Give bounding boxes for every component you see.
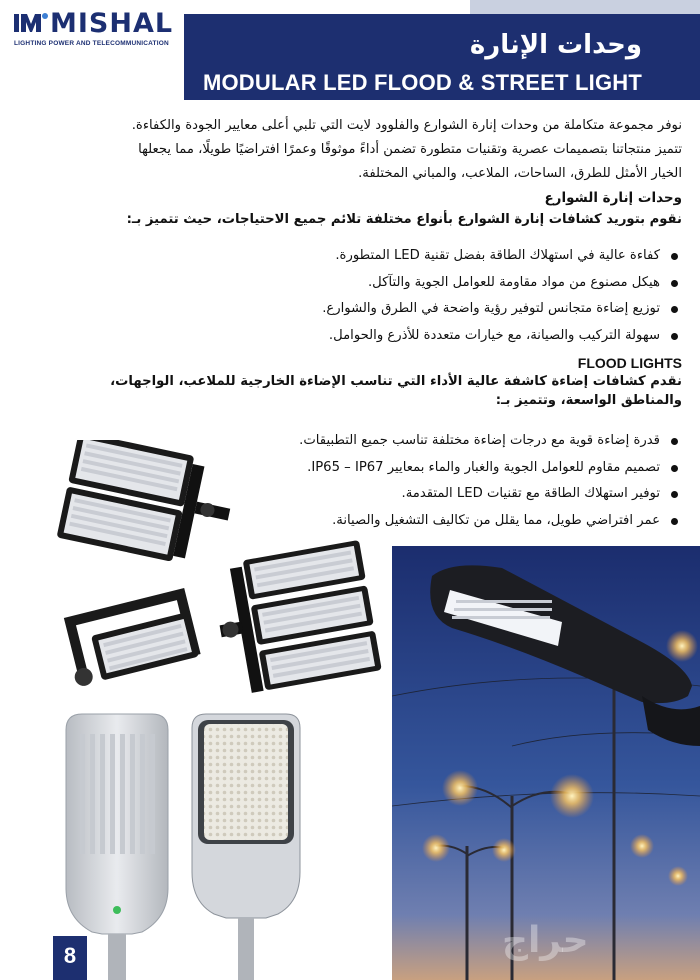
intro-line: تتميز منتجاتنا بتصميمات عصرية وتقنيات متطورة تضمن أداءً موثوقًا وعمرًا افتراضيًا طويلًا، مما يجعلها [138, 142, 682, 157]
flood-section-intro [110, 372, 682, 410]
logo-mark-icon [14, 10, 48, 36]
flood-features-list [299, 428, 682, 534]
list-item: تصميم مقاوم للعوامل الجوية والغبار والماء بمعايير IP65 – IP67. [299, 455, 682, 482]
list-item: كفاءة عالية في استهلاك الطاقة بفضل تقنية LED المتطورة. [322, 243, 682, 270]
brand-name: MISHAL [50, 8, 174, 39]
double-flood-light-image [50, 440, 240, 580]
page-number: 8 [53, 936, 87, 980]
intro-line: نوفر مجموعة متكاملة من وحدات إنارة الشوارع والفلوود لايت التي تلبي أعلى معايير الجودة والكفاءة. [131, 118, 682, 133]
list-item: توزيع إضاءة متجانس لتوفير رؤية واضحة في الطرق والشوارع. [322, 296, 682, 323]
single-flood-light-image [52, 580, 212, 690]
flood-intro-line: والمناطق الواسعة، وتتميز بـ: [495, 393, 682, 408]
page-title-english: MODULAR LED FLOOD & STREET LIGHT [202, 70, 642, 95]
list-item: قدرة إضاءة قوية مع درجات إضاءة مختلفة تناسب جميع التطبيقات. [299, 428, 682, 455]
list-item: هيكل مصنوع من مواد مقاومة للعوامل الجوية والتآكل. [322, 270, 682, 297]
brand-tagline: LIGHTING POWER AND TELECOMMUNICATION [14, 40, 169, 47]
list-item: توفير استهلاك الطاقة مع تقنيات LED المتقدمة. [299, 481, 682, 508]
list-item: سهولة التركيب والصيانة، مع خيارات متعددة للأذرع والحوامل. [322, 323, 682, 350]
header-accent-strip [470, 0, 700, 14]
intro-paragraph [22, 114, 682, 186]
street-features-list [322, 243, 682, 349]
page-title-arabic: وحدات الإنارة [469, 30, 642, 60]
flood-intro-line: نقدم كشافات إضاءة كاشفة عالية الأداء التي تناسب الإضاءة الخارجية للملاعب، الواجهات، [110, 374, 682, 389]
street-section-subtitle: نقوم بتوريد كشافات إنارة الشوارع بأنواع مختلفة تلائم جميع الاحتياجات، حيث تتميز بـ: [126, 212, 682, 227]
street-light-front-image [186, 712, 306, 980]
watermark-logo: حراج [502, 920, 589, 961]
list-item: عمر افتراضي طويل، مما يقلل من تكاليف التشغيل والصيانة. [299, 508, 682, 535]
night-street-photo [392, 546, 700, 980]
header-banner [184, 14, 700, 100]
company-logo [14, 8, 182, 48]
street-section-title: وحدات إنارة الشوارع [544, 190, 682, 206]
triple-flood-light-image [218, 540, 388, 700]
intro-line: الخيار الأمثل للطرق، الساحات، الملاعب، والمباني المختلفة. [358, 166, 682, 181]
flood-section-title: FLOOD LIGHTS [577, 355, 682, 371]
